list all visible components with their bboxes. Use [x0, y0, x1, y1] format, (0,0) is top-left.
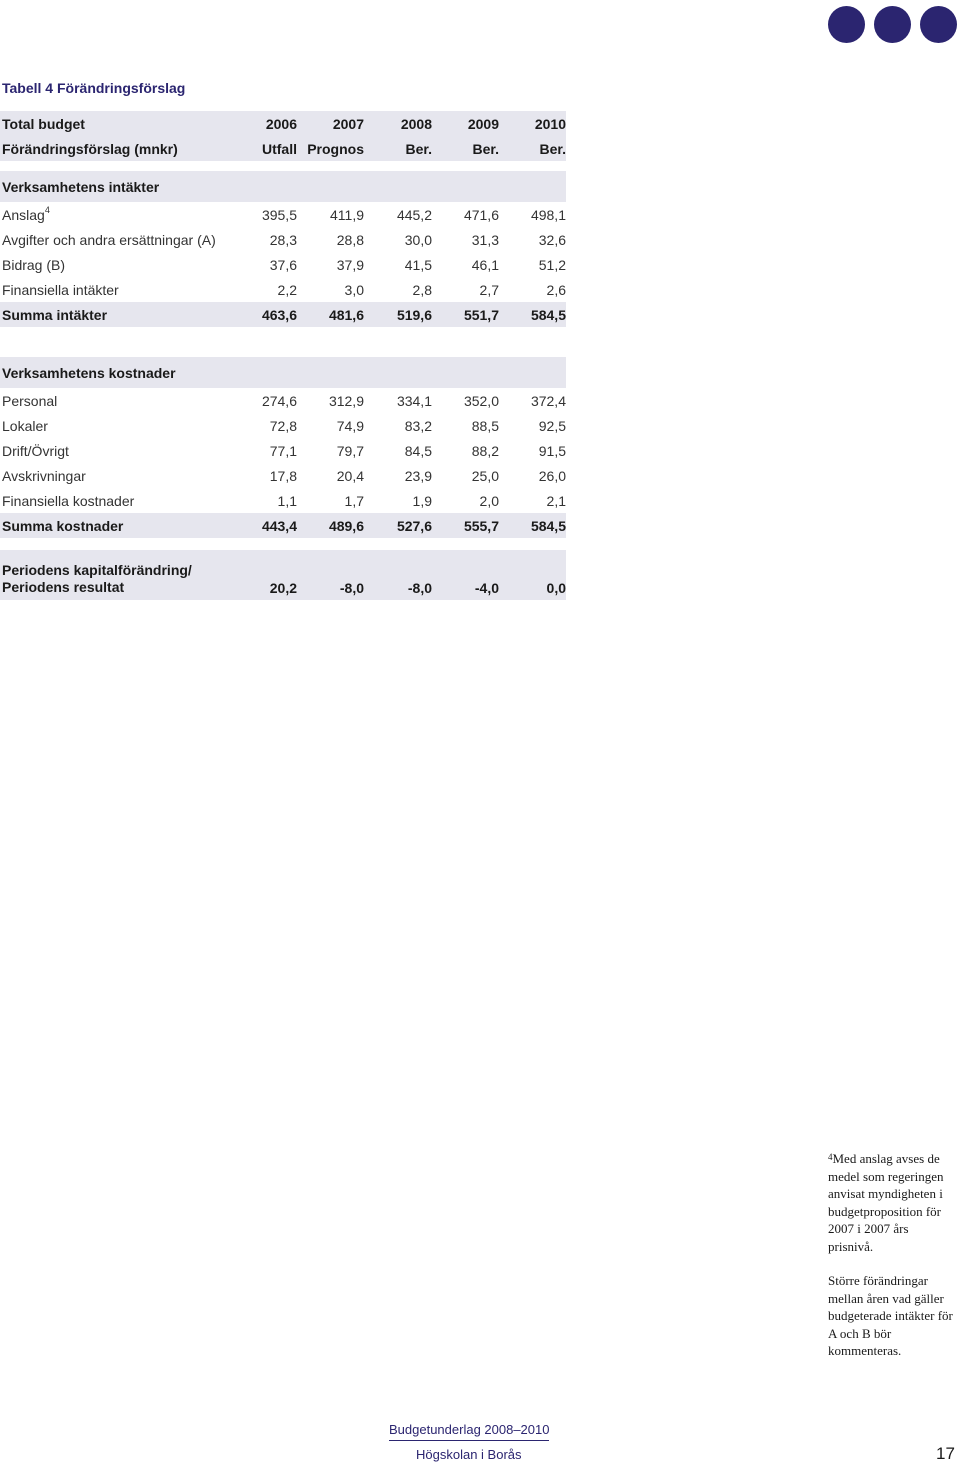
spacer-row [0, 538, 566, 550]
header-status: Utfall [230, 136, 297, 161]
spacer-cell [0, 538, 230, 550]
row-label: Lokaler [2, 417, 48, 434]
empty-cell [364, 357, 432, 388]
value-cell: 274,6 [261, 392, 297, 409]
value-cell: 312,9 [328, 392, 364, 409]
value-cell: 37,9 [336, 256, 364, 273]
value-cell: 30,0 [404, 231, 432, 248]
footnote-text: Med anslag avses de medel som regeringen anvisat myndigheten i budgetproposition för 2007 i 2007 års prisnivå. [828, 1151, 944, 1254]
spacer-cell [230, 327, 297, 357]
row-label-text: Anslag [2, 206, 45, 223]
value-cell: 88,2 [471, 442, 499, 459]
value-cell: 2,1 [546, 492, 566, 509]
spacer-cell [230, 538, 297, 550]
row-label: Finansiella kostnader [2, 492, 135, 509]
value-cell: 352,0 [463, 392, 499, 409]
value-cell: 1,9 [412, 492, 432, 509]
result-label-line2: Periodens resultat [2, 579, 125, 595]
value-cell: 463,6 [230, 302, 297, 327]
value-cell: 527,6 [364, 513, 432, 538]
spacer-cell [0, 327, 230, 357]
value-cell: 2,8 [412, 281, 432, 298]
row-label: Finansiella intäkter [2, 281, 119, 298]
value-cell: 445,2 [396, 206, 432, 223]
spacer-cell [499, 161, 566, 171]
budget-table [0, 111, 566, 600]
footer-institution: Högskolan i Borås [416, 1447, 522, 1462]
value-cell: 584,5 [499, 513, 566, 538]
value-cell: 551,7 [432, 302, 499, 327]
value-cell: 334,1 [396, 392, 432, 409]
value-cell: 471,6 [463, 206, 499, 223]
total-row-income [0, 302, 566, 327]
value-cell: 37,6 [269, 256, 297, 273]
dot-1 [828, 6, 865, 43]
side-note: Större förändringar mellan åren vad gäller budgeterade intäkter för A och B bör kommenteras. [828, 1273, 953, 1358]
decorative-dots [828, 6, 957, 43]
total-row-costs [0, 513, 566, 538]
value-cell: 555,7 [432, 513, 499, 538]
result-value: -8,0 [297, 550, 364, 600]
header-status: Ber. [499, 136, 566, 161]
value-cell: 72,8 [269, 417, 297, 434]
spacer-cell [0, 161, 230, 171]
section-heading: Verksamhetens kostnader [0, 357, 230, 388]
footnote-ref: 4 [44, 204, 50, 215]
table-row [0, 252, 566, 277]
footnote-4 [828, 1150, 956, 1255]
empty-cell [364, 171, 432, 202]
value-cell: 28,8 [336, 231, 364, 248]
value-cell: 28,3 [269, 231, 297, 248]
dot-3 [920, 6, 957, 43]
result-label [0, 550, 230, 600]
header-status: Ber. [432, 136, 499, 161]
value-cell: 2,0 [479, 492, 499, 509]
value-cell: 519,6 [364, 302, 432, 327]
header-year: 2008 [364, 111, 432, 136]
row-label: Summa kostnader [0, 513, 230, 538]
spacer-cell [297, 538, 364, 550]
header-row-status [0, 136, 566, 161]
page-number: 17 [936, 1444, 955, 1463]
header-label: Total budget [0, 111, 230, 136]
empty-cell [432, 357, 499, 388]
value-cell: 481,6 [297, 302, 364, 327]
spacer-cell [432, 161, 499, 171]
table-row [0, 463, 566, 488]
header-row-years [0, 111, 566, 136]
empty-cell [297, 171, 364, 202]
header-year: 2009 [432, 111, 499, 136]
value-cell: 372,4 [530, 392, 566, 409]
header-year: 2010 [499, 111, 566, 136]
result-value: 0,0 [499, 550, 566, 600]
row-label: Drift/Övrigt [2, 442, 69, 459]
header-year: 2007 [297, 111, 364, 136]
value-cell: 84,5 [404, 442, 432, 459]
section-heading-income [0, 171, 566, 202]
row-label [0, 202, 230, 227]
value-cell: 584,5 [499, 302, 566, 327]
header-year: 2006 [230, 111, 297, 136]
row-label: Personal [2, 392, 58, 409]
value-cell: 77,1 [269, 442, 297, 459]
footer-title: Budgetunderlag 2008–2010 [389, 1422, 549, 1441]
value-cell: 411,9 [330, 206, 364, 223]
value-cell: 1,1 [277, 492, 297, 509]
spacer-cell [297, 161, 364, 171]
value-cell: 31,3 [471, 231, 499, 248]
value-cell: 91,5 [538, 442, 566, 459]
value-cell: 3,0 [344, 281, 364, 298]
value-cell: 83,2 [404, 417, 432, 434]
empty-cell [432, 171, 499, 202]
value-cell: 2,6 [546, 281, 566, 298]
table-row [0, 202, 566, 227]
spacer-row [0, 327, 566, 357]
value-cell: 1,7 [344, 492, 364, 509]
header-label: Förändringsförslag (mnkr) [0, 136, 230, 161]
value-cell: 41,5 [404, 256, 432, 273]
dot-2 [874, 6, 911, 43]
value-cell: 489,6 [297, 513, 364, 538]
row-label: Avskrivningar [2, 467, 86, 484]
value-cell: 74,9 [336, 417, 364, 434]
table-row [0, 388, 566, 413]
value-cell: 395,5 [261, 206, 297, 223]
footer [389, 1422, 549, 1462]
table-row [0, 438, 566, 463]
value-cell: 46,1 [471, 256, 499, 273]
result-value: -4,0 [432, 550, 499, 600]
value-cell: 20,4 [336, 467, 364, 484]
spacer-row [0, 161, 566, 171]
value-cell: 17,8 [269, 467, 297, 484]
value-cell: 498,1 [530, 206, 566, 223]
value-cell: 25,0 [471, 467, 499, 484]
value-cell: 2,7 [479, 281, 499, 298]
empty-cell [297, 357, 364, 388]
value-cell: 88,5 [471, 417, 499, 434]
value-cell: 92,5 [538, 417, 566, 434]
result-value: 20,2 [230, 550, 297, 600]
value-cell: 51,2 [538, 256, 566, 273]
table-row [0, 413, 566, 438]
table-title: Tabell 4 Förändringsförslag [2, 80, 186, 96]
spacer-cell [432, 327, 499, 357]
spacer-cell [230, 161, 297, 171]
value-cell: 32,6 [538, 231, 566, 248]
result-value: -8,0 [364, 550, 432, 600]
result-label-line1: Periodens kapitalförändring/ [2, 562, 192, 578]
footnote-marker: 4 [828, 1152, 833, 1162]
section-heading: Verksamhetens intäkter [0, 171, 230, 202]
spacer-cell [364, 327, 432, 357]
value-cell: 443,4 [230, 513, 297, 538]
table-row [0, 227, 566, 252]
empty-cell [230, 357, 297, 388]
spacer-cell [364, 538, 432, 550]
spacer-cell [432, 538, 499, 550]
row-label: Bidrag (B) [2, 256, 66, 273]
spacer-cell [297, 327, 364, 357]
table-row [0, 488, 566, 513]
header-status: Ber. [364, 136, 432, 161]
value-cell: 23,9 [404, 467, 432, 484]
value-cell: 26,0 [538, 467, 566, 484]
spacer-cell [499, 538, 566, 550]
value-cell: 2,2 [277, 281, 297, 298]
value-cell: 79,7 [336, 442, 364, 459]
row-label: Summa intäkter [0, 302, 230, 327]
spacer-cell [499, 327, 566, 357]
spacer-cell [364, 161, 432, 171]
result-row [0, 550, 566, 600]
empty-cell [499, 171, 566, 202]
section-heading-costs [0, 357, 566, 388]
empty-cell [499, 357, 566, 388]
table-row [0, 277, 566, 302]
empty-cell [230, 171, 297, 202]
header-status: Prognos [297, 136, 364, 161]
row-label: Avgifter och andra ersättningar (A) [2, 231, 216, 248]
